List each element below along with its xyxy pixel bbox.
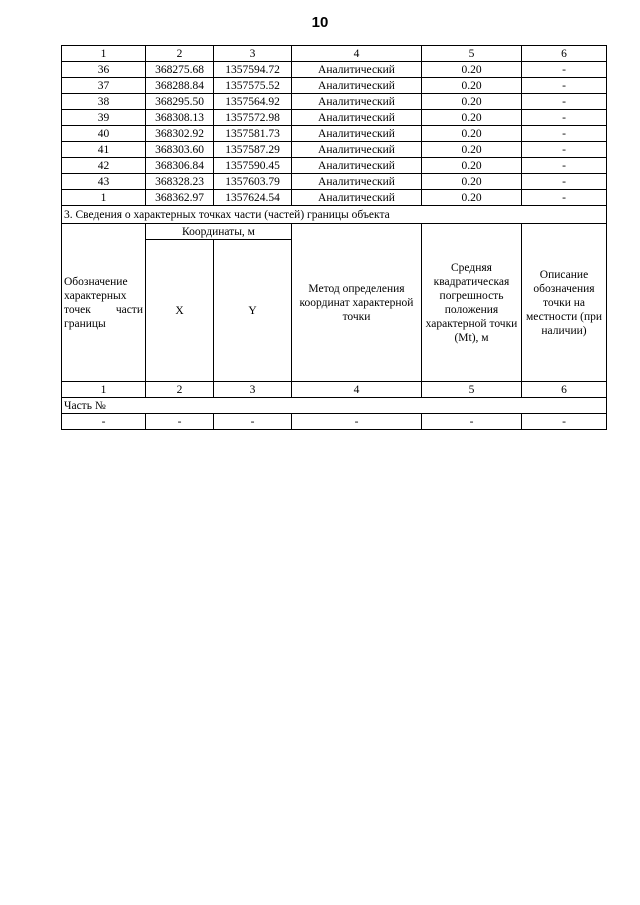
table-cell: 368303.60 (146, 142, 214, 158)
table-cell: - (522, 110, 607, 126)
table-cell: Аналитический (292, 142, 422, 158)
table-cell: 43 (62, 174, 146, 190)
table-cell: - (522, 414, 607, 430)
table-cell: 38 (62, 94, 146, 110)
table-cell: 368275.68 (146, 62, 214, 78)
table-row (62, 142, 607, 158)
col-number: 3 (214, 382, 292, 398)
col-number: 4 (292, 46, 422, 62)
col-number: 3 (214, 46, 292, 62)
table-cell: - (522, 158, 607, 174)
table-cell: - (422, 414, 522, 430)
table-cell: - (522, 142, 607, 158)
col-number: 5 (422, 46, 522, 62)
table-cell: - (522, 126, 607, 142)
col-number: 1 (62, 382, 146, 398)
table-cell: 0.20 (422, 190, 522, 206)
table-row (62, 158, 607, 174)
table-cell: - (522, 174, 607, 190)
table-cell: 39 (62, 110, 146, 126)
table-cell: 41 (62, 142, 146, 158)
description-header: Описание обозначения точки на местности (при наличии) (522, 224, 607, 382)
table-cell: 36 (62, 62, 146, 78)
table-cell: - (62, 414, 146, 430)
table-cell: 0.20 (422, 158, 522, 174)
table-row (62, 62, 607, 78)
part-label-row (62, 398, 607, 414)
col-number: 2 (146, 382, 214, 398)
column-number-row (62, 382, 607, 398)
table-cell: - (522, 62, 607, 78)
table-cell: 0.20 (422, 110, 522, 126)
empty-data-row (62, 414, 607, 430)
boundary-points-table (61, 45, 607, 430)
table-cell: Аналитический (292, 94, 422, 110)
page-number: 10 (311, 14, 329, 31)
table-cell: - (522, 190, 607, 206)
table-row (62, 190, 607, 206)
col-number: 5 (422, 382, 522, 398)
table-cell: 0.20 (422, 126, 522, 142)
table-cell: - (522, 78, 607, 94)
table-cell: 0.20 (422, 94, 522, 110)
table-cell: Аналитический (292, 78, 422, 94)
table-cell: 1357564.92 (214, 94, 292, 110)
section-title-row (62, 206, 607, 224)
table-cell: 1357572.98 (214, 110, 292, 126)
table-cell: 0.20 (422, 78, 522, 94)
point-designation-header: Обозначение характерных точек части границы (62, 224, 146, 382)
table-cell: Аналитический (292, 174, 422, 190)
col-number: 4 (292, 382, 422, 398)
table-row (62, 94, 607, 110)
table-row (62, 78, 607, 94)
table-cell: 0.20 (422, 62, 522, 78)
table-cell: Аналитический (292, 158, 422, 174)
col-number: 1 (62, 46, 146, 62)
header-row-top (62, 224, 607, 240)
table-cell: 0.20 (422, 142, 522, 158)
table-cell: Аналитический (292, 126, 422, 142)
table-cell: 37 (62, 78, 146, 94)
table-row (62, 126, 607, 142)
table-cell: - (214, 414, 292, 430)
method-header: Метод определения координат характерной точки (292, 224, 422, 382)
table-cell: - (146, 414, 214, 430)
table-cell: Аналитический (292, 190, 422, 206)
section-title: 3. Сведения о характерных точках части (частей) границы объекта (62, 206, 607, 224)
table-cell: 1357624.54 (214, 190, 292, 206)
table-cell: 1357581.73 (214, 126, 292, 142)
table-cell: 368302.92 (146, 126, 214, 142)
table-cell: 368308.13 (146, 110, 214, 126)
coordinates-header: Координаты, м (146, 224, 292, 240)
table-cell: 1 (62, 190, 146, 206)
table-cell: 368328.23 (146, 174, 214, 190)
table-cell: 368288.84 (146, 78, 214, 94)
table-cell: 368295.50 (146, 94, 214, 110)
table-cell: 1357590.45 (214, 158, 292, 174)
table-cell: 40 (62, 126, 146, 142)
table-cell: - (522, 94, 607, 110)
table-cell: 1357594.72 (214, 62, 292, 78)
col-number: 6 (522, 382, 607, 398)
table-row (62, 174, 607, 190)
table-row (62, 110, 607, 126)
table-cell: 1357587.29 (214, 142, 292, 158)
table-cell: Аналитический (292, 62, 422, 78)
part-label: Часть № (62, 398, 607, 414)
column-number-row (62, 46, 607, 62)
error-header: Средняя квадратическая погрешность положения характерной точки (Mt), м (422, 224, 522, 382)
y-header: Y (214, 240, 292, 382)
table-cell: - (292, 414, 422, 430)
table-cell: 1357603.79 (214, 174, 292, 190)
table-cell: 1357575.52 (214, 78, 292, 94)
x-header: X (146, 240, 214, 382)
table-cell: 0.20 (422, 174, 522, 190)
col-number: 2 (146, 46, 214, 62)
table-cell: Аналитический (292, 110, 422, 126)
table-cell: 368362.97 (146, 190, 214, 206)
table-cell: 42 (62, 158, 146, 174)
col-number: 6 (522, 46, 607, 62)
table-cell: 368306.84 (146, 158, 214, 174)
